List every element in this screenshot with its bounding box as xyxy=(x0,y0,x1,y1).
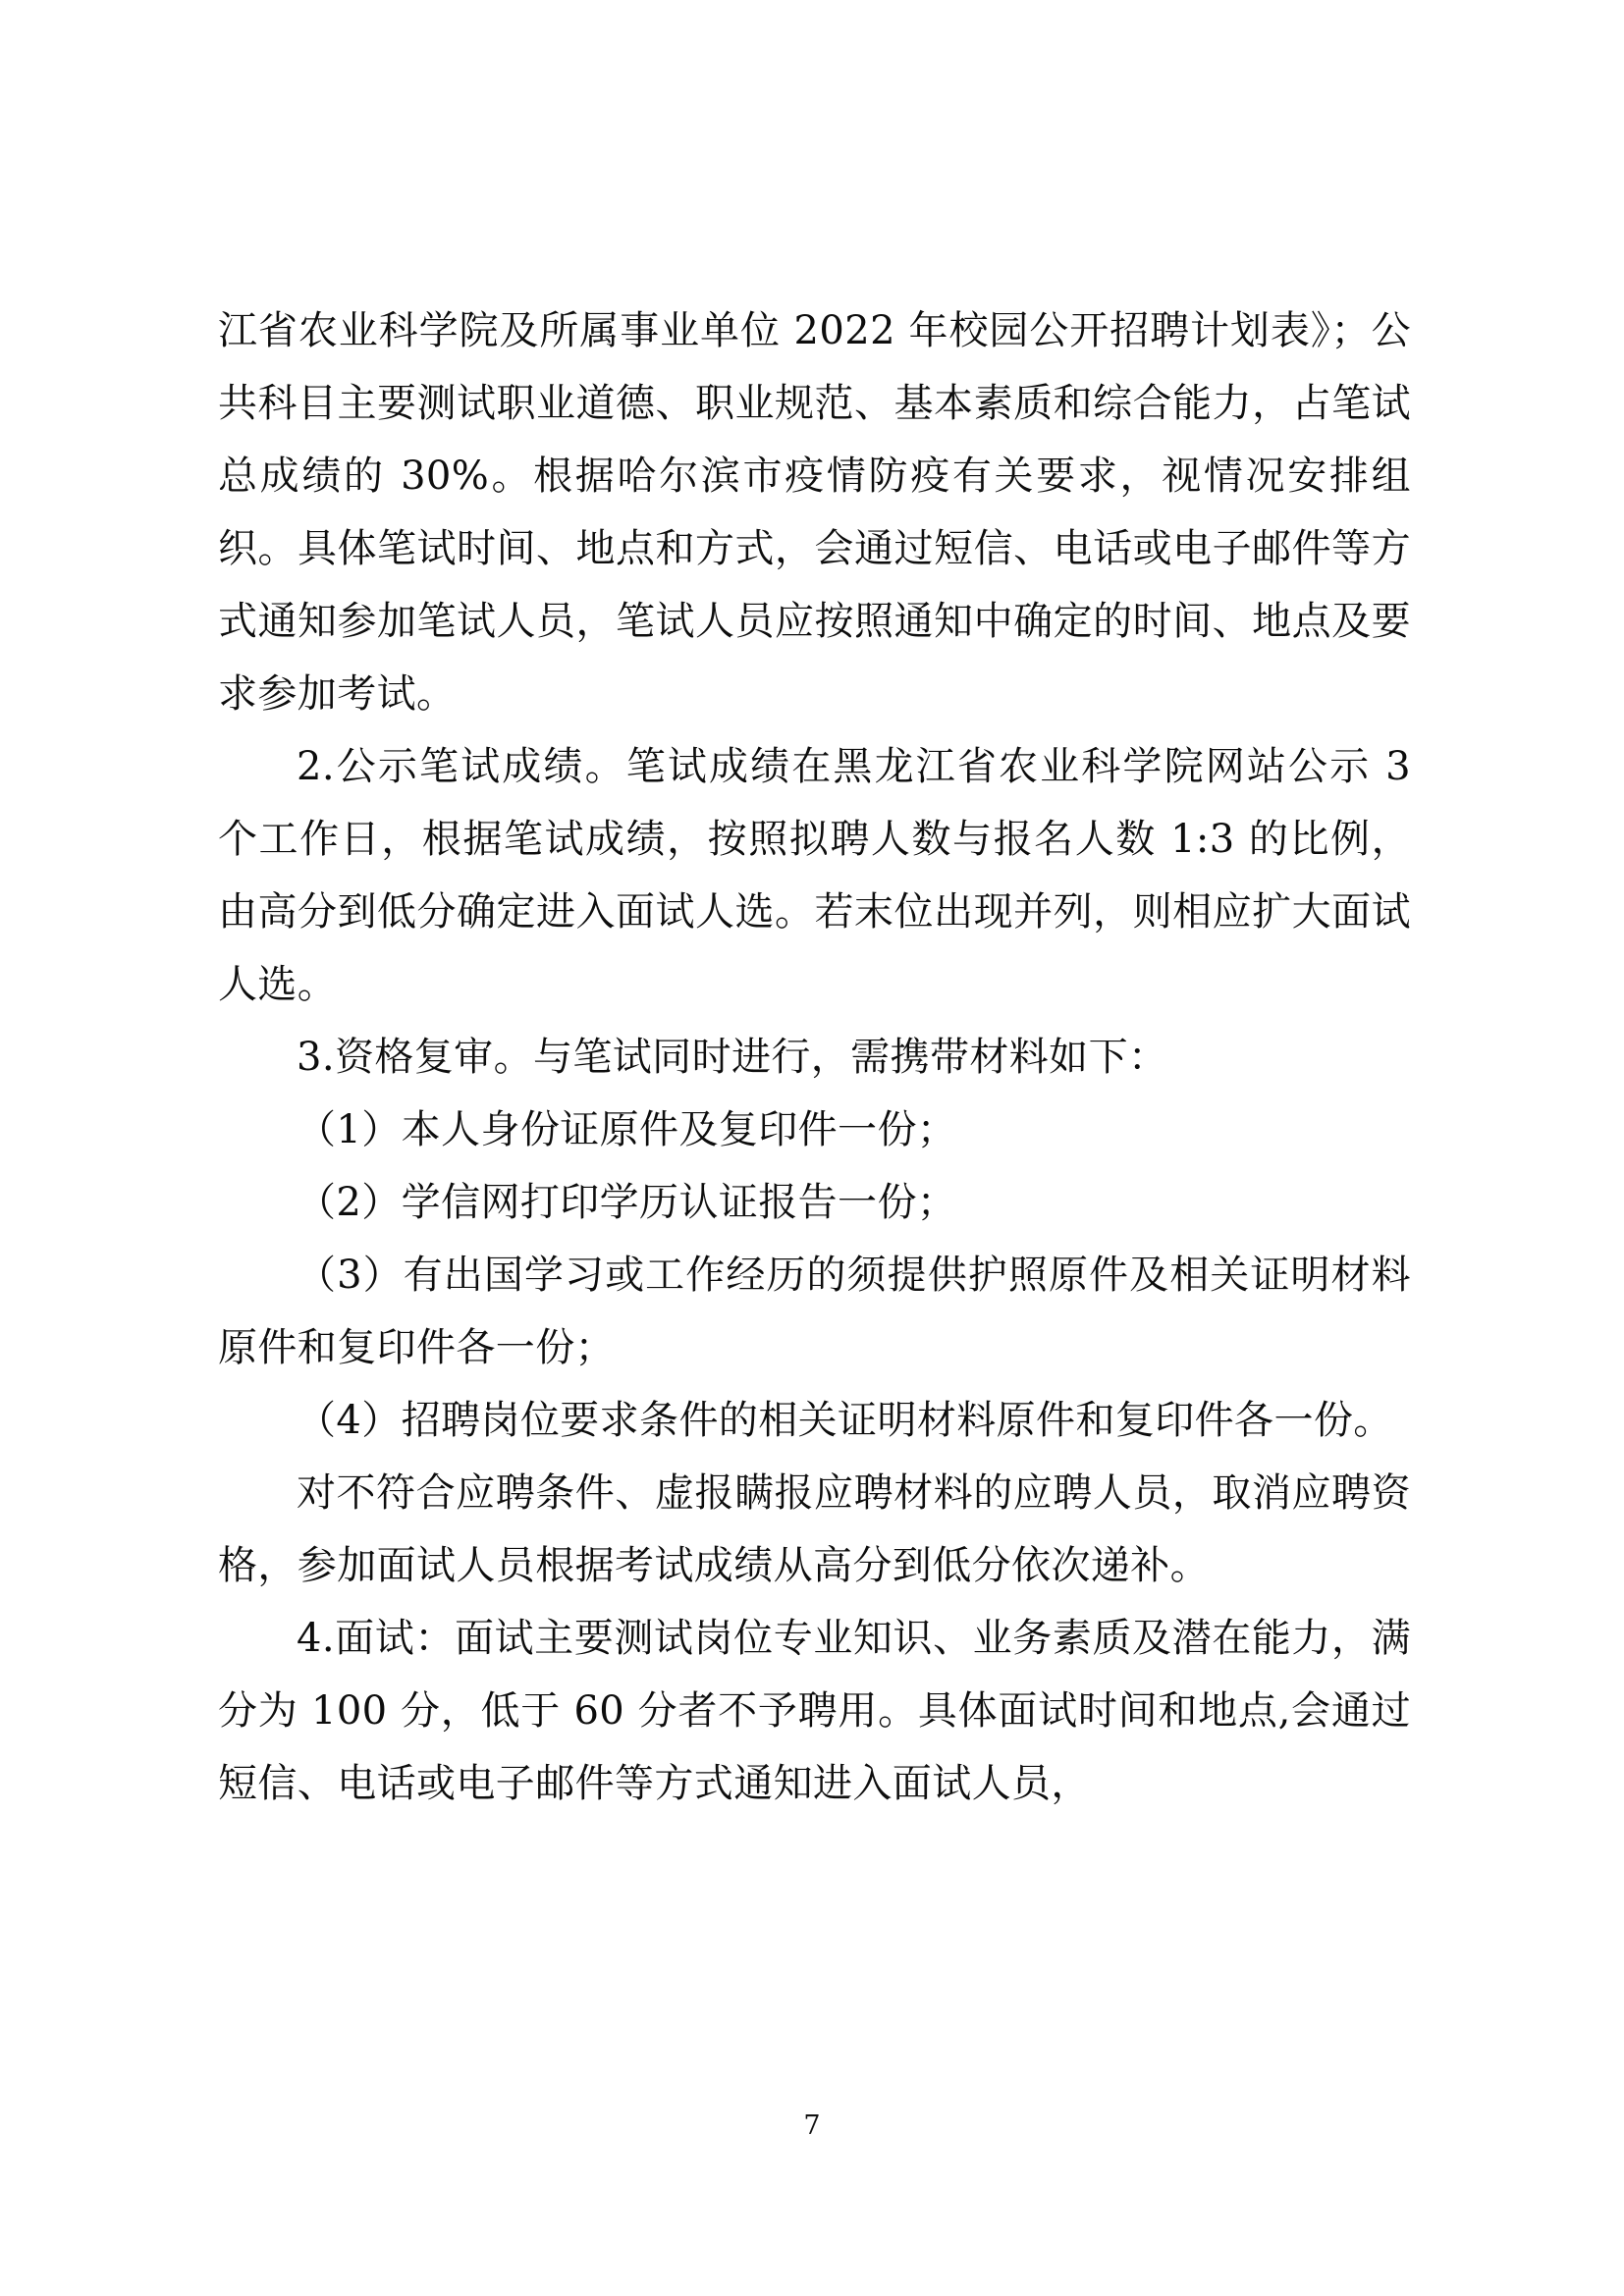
paragraph: 4.面试：面试主要测试岗位专业知识、业务素质及潜在能力，满分为 100 分，低于 60 分者不予聘用。具体面试时间和地点,会通过短信、电话或电子邮件等方式通知进入面试人员， xyxy=(218,1616,1411,1806)
paragraph: 对不符合应聘条件、虚报瞒报应聘材料的应聘人员，取消应聘资格，参加面试人员根据考试成绩从高分到低分依次递补。 xyxy=(218,1470,1411,1588)
paragraph: （1）本人身份证原件及复印件一份； xyxy=(297,1107,957,1152)
paragraph: （3）有出国学习或工作经历的须提供护照原件及相关证明材料原件和复印件各一份； xyxy=(218,1253,1411,1370)
paragraph: 3.资格复审。与笔试同时进行，需携带材料如下： xyxy=(297,1035,1168,1080)
paragraph: （2）学信网打印学历认证报告一份； xyxy=(297,1180,957,1225)
paragraph: 2.公示笔试成绩。笔试成绩在黑龙江省农业科学院网站公示 3 个工作日，根据笔试成绩，按照拟聘人数与报名人数 1:3 的比例，由高分到低分确定进入面试人选。若末位出现并列，则相应扩大面试人选。 xyxy=(218,744,1411,1007)
page-body xyxy=(218,294,1411,1820)
paragraph: （4）招聘岗位要求条件的相关证明材料原件和复印件各一份。 xyxy=(297,1398,1393,1443)
paragraph: 江省农业科学院及所属事业单位 2022 年校园公开招聘计划表》；公共科目主要测试职业道德、职业规范、基本素质和综合能力，占笔试总成绩的 30%。根据哈尔滨市疫情防疫有关要求，视情况安排组织。具体笔试时间、地点和方式，会通过短信、电话或电子邮件等方式通知参加笔试人员，笔试人员应按照通知中确定的时间、地点及要求参加考试。 xyxy=(218,308,1411,717)
page-number: 7 xyxy=(803,2110,821,2141)
